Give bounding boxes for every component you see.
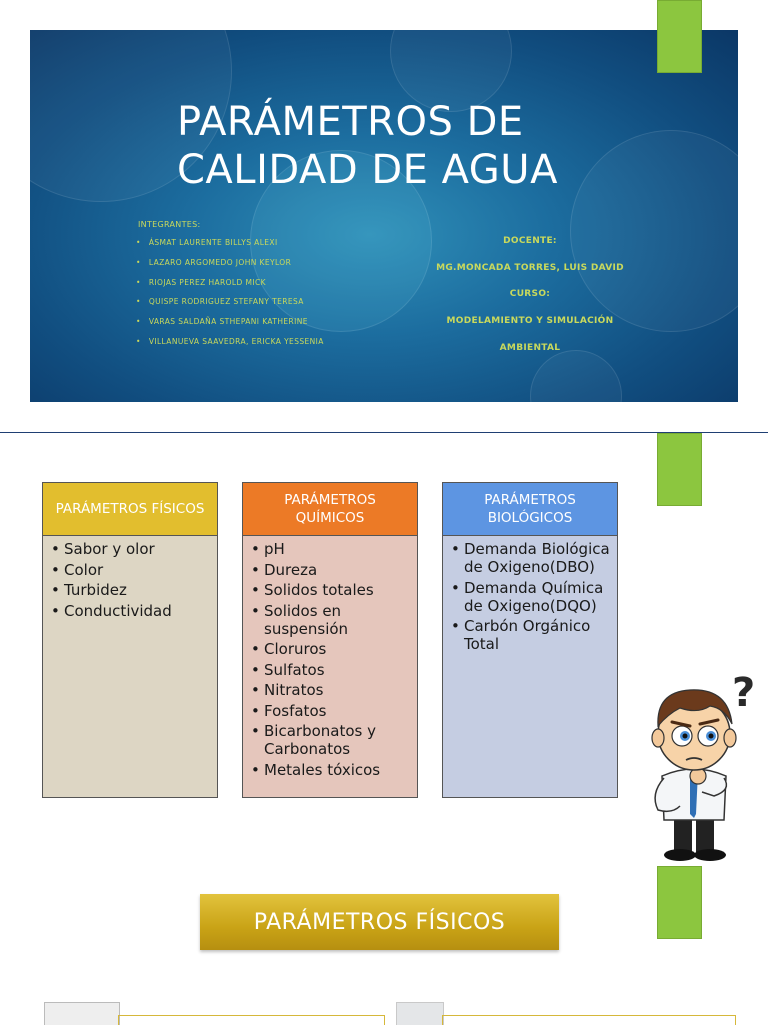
biological-params-box: [442, 482, 618, 798]
slide-divider: [0, 432, 768, 433]
list-item: • Sabor y olor: [51, 540, 211, 558]
member-item: • QUISPE RODRIGUEZ STEFANY TERESA: [136, 297, 324, 317]
chemical-params-list: [251, 540, 411, 779]
list-item: • Dureza: [251, 561, 411, 579]
docente-name: MG.MONCADA TORRES, LUIS DAVID: [436, 263, 624, 273]
character-shoe: [694, 849, 726, 861]
biological-params-list: [451, 540, 611, 653]
member-item: • RIOJAS PEREZ HAROLD MICK: [136, 278, 324, 298]
integrantes-heading: INTEGRANTES:: [138, 220, 201, 229]
green-tab: [657, 866, 702, 939]
section-banner: PARÁMETROS FÍSICOS: [200, 894, 559, 950]
list-item: • Cloruros: [251, 640, 411, 658]
list-item: • Fosfatos: [251, 702, 411, 720]
slide-title-line1: PARÁMETROS DE: [177, 99, 524, 145]
physical-params-body: [42, 536, 218, 798]
physical-params-box: [42, 482, 218, 798]
slide-title-line2: CALIDAD DE AGUA: [177, 147, 558, 193]
list-item: • Carbón Orgánico Total: [451, 617, 611, 653]
curso-line2: AMBIENTAL: [499, 343, 561, 353]
green-tab: [657, 433, 702, 506]
character-pupil: [683, 734, 688, 739]
list-item: • Nitratos: [251, 681, 411, 699]
list-item: • Solidos totales: [251, 581, 411, 599]
list-item: • Demanda Química de Oxigeno(DQO): [451, 579, 611, 615]
list-item: • Conductividad: [51, 602, 211, 620]
thinking-character-illustration: [628, 664, 768, 862]
physical-params-list: [51, 540, 211, 620]
list-item: • Metales tóxicos: [251, 761, 411, 779]
chemical-params-body: [242, 536, 418, 798]
member-item: • VILLANUEVA SAAVEDRA, ERICKA YESSENIA: [136, 337, 324, 357]
title-slide: [30, 30, 738, 402]
list-item: • Solidos en suspensión: [251, 602, 411, 638]
list-item: • Bicarbonatos y Carbonatos: [251, 722, 411, 758]
bottom-image-thumbnail: [396, 1002, 444, 1025]
character-ear: [724, 729, 736, 747]
chemical-params-heading: PARÁMETROS QUÍMICOS: [242, 482, 418, 536]
members-list: [136, 238, 324, 357]
green-tab: [657, 0, 702, 73]
biological-params-body: [442, 536, 618, 798]
biological-params-heading: PARÁMETROS BIOLÓGICOS: [442, 482, 618, 536]
curso-line1: MODELAMIENTO Y SIMULACIÓN: [446, 316, 614, 326]
character-shoe: [664, 849, 696, 861]
member-item: • VARAS SALDAÑA STHEPANI KATHERINE: [136, 317, 324, 337]
member-item: • ÁSMAT LAURENTE BILLYS ALEXI: [136, 238, 324, 258]
curso-label: CURSO:: [509, 289, 551, 299]
docente-label: DOCENTE:: [503, 236, 557, 246]
list-item: • Sulfatos: [251, 661, 411, 679]
question-mark-icon: ?: [732, 670, 756, 716]
character-pupil: [709, 734, 714, 739]
list-item: • Demanda Biológica de Oxigeno(DBO): [451, 540, 611, 576]
bottom-image-thumbnail: [44, 1002, 120, 1025]
list-item: • Turbidez: [51, 581, 211, 599]
chemical-params-box: [242, 482, 418, 798]
physical-params-heading: PARÁMETROS FÍSICOS: [42, 482, 218, 536]
character-ear: [652, 729, 664, 747]
list-item: • pH: [251, 540, 411, 558]
member-item: • LAZARO ARGOMEDO JOHN KEYLOR: [136, 258, 324, 278]
bokeh-circle: [530, 350, 622, 402]
slide-title: [177, 98, 697, 194]
list-item: • Color: [51, 561, 211, 579]
